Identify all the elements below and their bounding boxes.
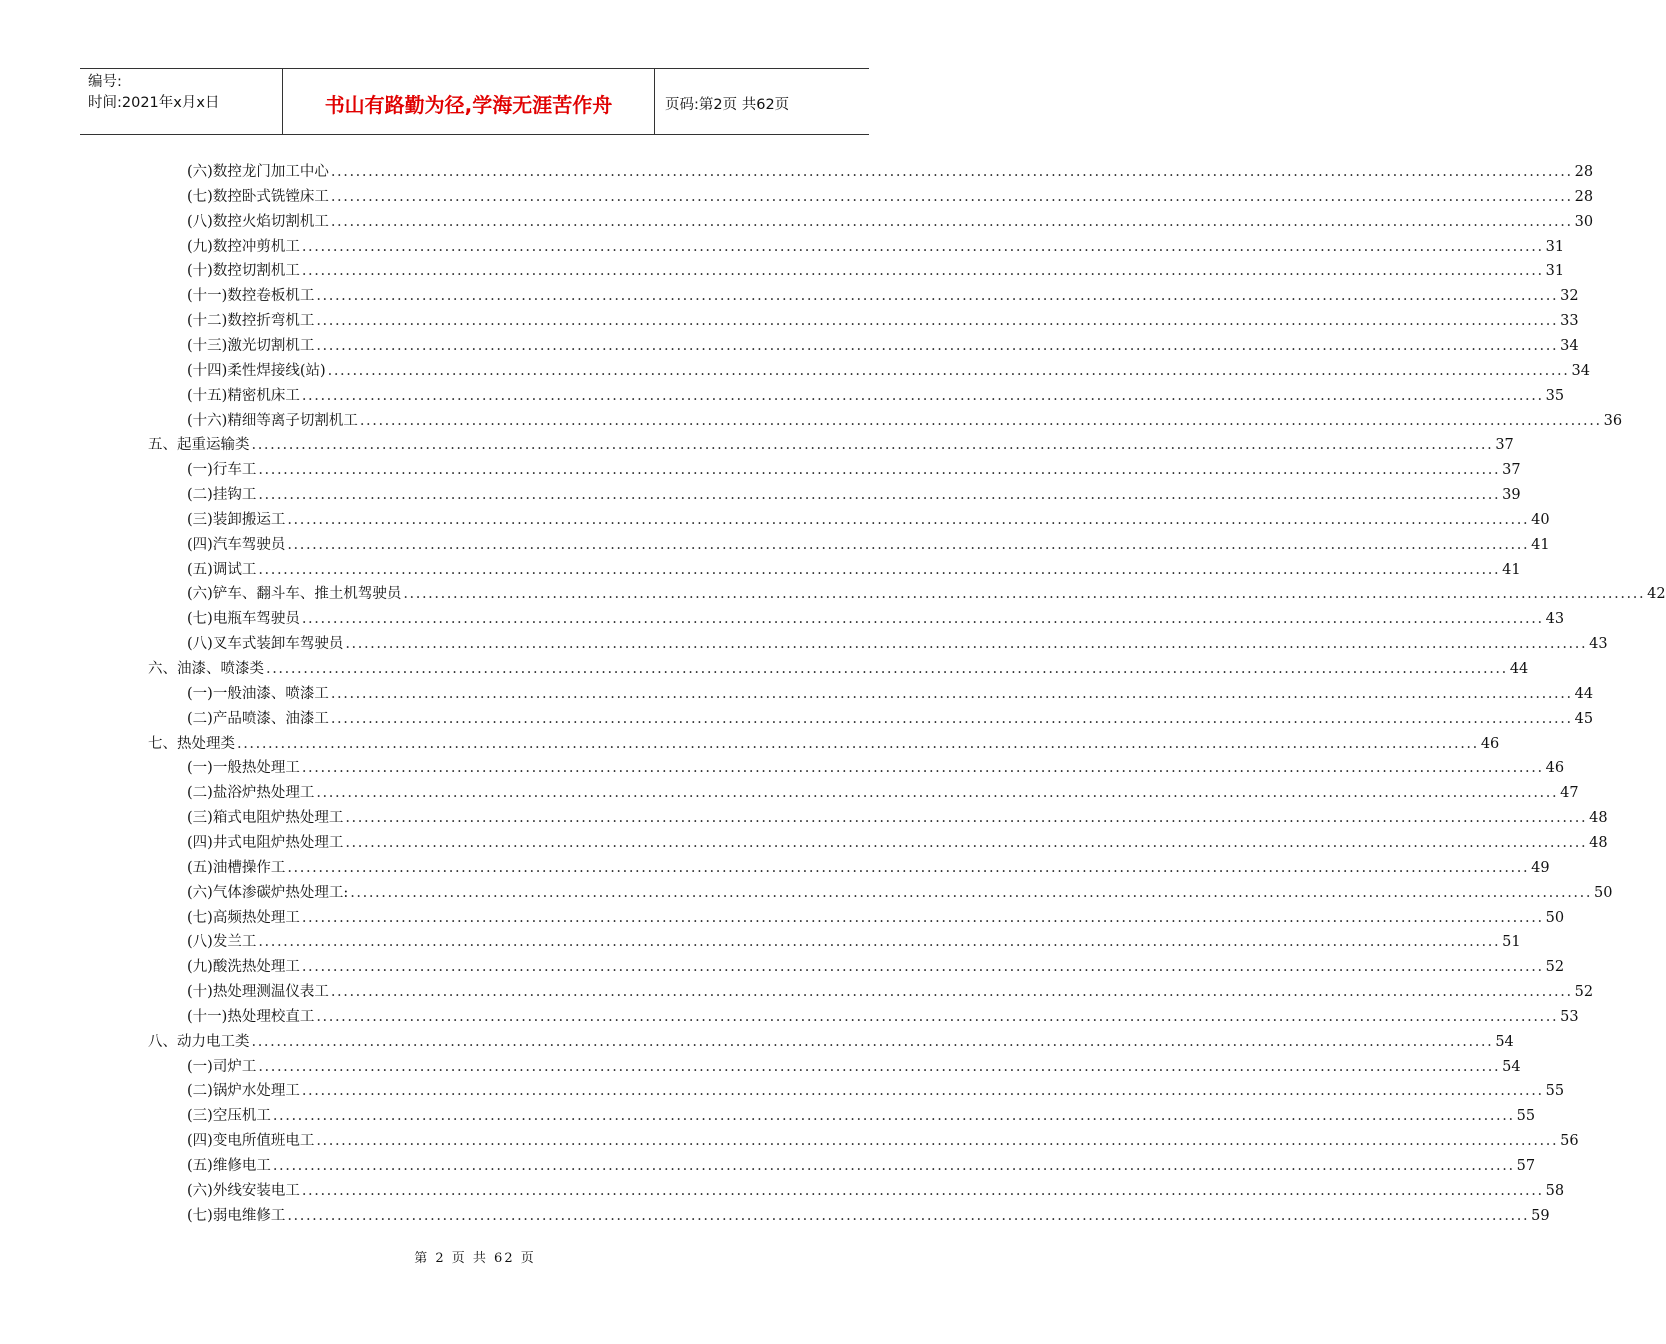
- toc-entry-page-number: 56: [1560, 1133, 1579, 1150]
- toc-entry-label: (十三)激光切割机工: [187, 337, 315, 354]
- toc-entry-label: (十一)热处理校直工: [187, 1008, 315, 1025]
- toc-entry[interactable]: [187, 458, 1521, 482]
- toc-entry-page-number: 31: [1545, 263, 1565, 280]
- toc-entry-label: (二)盐浴炉热处理工: [187, 785, 315, 802]
- toc-dot-leader: ........................................................................................................................................................................................................: [258, 934, 1501, 951]
- toc-entry-page-number: 37: [1502, 462, 1521, 479]
- toc-entry-label: (一)一般油漆、喷漆工: [187, 685, 329, 702]
- document-date-label: 时间:2021年x月x日: [88, 95, 220, 111]
- toc-entry[interactable]: [187, 781, 1579, 805]
- toc-entry-label: (一)行车工: [187, 462, 257, 479]
- toc-entry-label: (一)司炉工: [187, 1058, 257, 1075]
- toc-entry-page-number: 53: [1560, 1008, 1579, 1025]
- toc-entry[interactable]: [187, 1204, 1550, 1228]
- toc-dot-leader: ........................................................................................................................................................................................................: [301, 1182, 1544, 1199]
- toc-entry[interactable]: [187, 558, 1521, 582]
- toc-entry-page-number: 42: [1647, 586, 1666, 603]
- toc-entry-page-number: 49: [1531, 859, 1550, 876]
- toc-entry-page-number: 44: [1509, 661, 1529, 677]
- toc-dot-leader: ........................................................................................................................................................................................................: [258, 561, 1501, 578]
- toc-dot-leader: ........................................................................................................................................................................................................: [301, 238, 1544, 255]
- toc-entry-label: (六)外线安装电工: [187, 1182, 300, 1199]
- toc-entry-label: 八、动力电工类: [148, 1033, 250, 1050]
- toc-entry-page-number: 31: [1545, 238, 1565, 255]
- toc-entry-label: (五)调试工: [187, 561, 257, 578]
- toc-entry[interactable]: [187, 856, 1550, 880]
- toc-dot-leader: ........................................................................................................................................................................................................: [330, 164, 1573, 180]
- toc-entry[interactable]: [187, 1179, 1565, 1203]
- toc-entry-page-number: 33: [1560, 313, 1579, 330]
- toc-dot-leader: ........................................................................................................................................................................................................: [258, 462, 1501, 479]
- toc-entry[interactable]: [187, 533, 1550, 557]
- toc-dot-leader: ........................................................................................................................................................................................................: [316, 288, 1559, 305]
- toc-entry-page-number: 41: [1502, 561, 1521, 578]
- toc-entry-page-number: 43: [1589, 636, 1608, 653]
- toc-dot-leader: ........................................................................................................................................................................................................: [330, 213, 1573, 230]
- toc-dot-leader: ........................................................................................................................................................................................................: [258, 1058, 1501, 1075]
- toc-dot-leader: ........................................................................................................................................................................................................: [258, 487, 1501, 504]
- toc-entry-label: (一)一般热处理工: [187, 760, 300, 777]
- toc-entry-page-number: 54: [1502, 1058, 1521, 1075]
- toc-dot-leader: ........................................................................................................................................................................................................: [251, 437, 1494, 454]
- toc-entry-label: (三)箱式电阻炉热处理工: [187, 810, 344, 827]
- toc-entry-page-number: 34: [1560, 337, 1579, 354]
- toc-dot-leader: ........................................................................................................................................................................................................: [359, 412, 1602, 429]
- toc-dot-leader: ........................................................................................................................................................................................................: [316, 313, 1559, 330]
- document-number-label: 编号:: [88, 74, 122, 90]
- toc-entry-page-number: 51: [1502, 934, 1521, 951]
- toc-entry-page-number: 35: [1545, 387, 1565, 404]
- toc-entry-page-number: 46: [1545, 760, 1565, 777]
- toc-entry-page-number: 32: [1560, 288, 1579, 305]
- toc-entry-page-number: 55: [1516, 1108, 1536, 1125]
- toc-entry-label: (八)数控火焰切割机工: [187, 213, 329, 230]
- toc-entry-label: (七)数控卧式铣镗床工: [187, 188, 329, 205]
- toc-entry-label: (四)汽车驾驶员: [187, 536, 286, 553]
- toc-entry[interactable]: [187, 1129, 1579, 1153]
- toc-dot-leader: ........................................................................................................................................................................................................: [301, 760, 1544, 777]
- toc-entry[interactable]: [187, 1104, 1536, 1128]
- toc-dot-leader: ........................................................................................................................................................................................................: [301, 1083, 1544, 1100]
- toc-entry[interactable]: [187, 508, 1550, 532]
- toc-entry[interactable]: [187, 284, 1579, 308]
- toc-entry-page-number: 30: [1574, 213, 1594, 230]
- toc-entry-page-number: 54: [1495, 1033, 1514, 1050]
- toc-dot-leader: ........................................................................................................................................................................................................: [345, 810, 1588, 827]
- header-motto: 书山有路勤为径,学海无涯苦作舟: [282, 69, 655, 134]
- toc-entry-label: 七、热处理类: [148, 735, 235, 752]
- toc-entry-page-number: 28: [1574, 164, 1594, 180]
- toc-dot-leader: ........................................................................................................................................................................................................: [272, 1158, 1515, 1174]
- toc-dot-leader: ........................................................................................................................................................................................................: [330, 710, 1573, 727]
- toc-entry-page-number: 37: [1495, 437, 1514, 454]
- toc-entry[interactable]: [187, 980, 1594, 1004]
- header-info-cell: [80, 69, 282, 134]
- toc-dot-leader: ........................................................................................................................................................................................................: [301, 909, 1544, 926]
- toc-dot-leader: ........................................................................................................................................................................................................: [330, 685, 1573, 702]
- page-footer: 第 2 页 共 62 页: [414, 1251, 536, 1266]
- toc-entry[interactable]: [187, 682, 1594, 706]
- toc-dot-leader: ........................................................................................................................................................................................................: [287, 536, 1530, 553]
- toc-entry-label: (十四)柔性焊接线(站): [187, 362, 326, 379]
- toc-entry[interactable]: [187, 210, 1594, 234]
- toc-entry[interactable]: [148, 657, 1529, 681]
- toc-entry[interactable]: [187, 1079, 1565, 1103]
- toc-entry[interactable]: [148, 1030, 1514, 1054]
- toc-entry[interactable]: [187, 930, 1521, 954]
- toc-entry-page-number: 52: [1545, 959, 1565, 976]
- toc-entry-label: 六、油漆、喷漆类: [148, 661, 264, 677]
- toc-entry[interactable]: [187, 707, 1594, 731]
- toc-entry-label: (八)叉车式装卸车驾驶员: [187, 636, 344, 653]
- toc-dot-leader: ........................................................................................................................................................................................................: [287, 1207, 1530, 1224]
- toc-entry[interactable]: [187, 607, 1565, 631]
- toc-entry-page-number: 44: [1574, 685, 1594, 702]
- toc-dot-leader: ........................................................................................................................................................................................................: [330, 188, 1573, 205]
- toc-entry-page-number: 58: [1545, 1182, 1565, 1199]
- toc-entry-label: (四)井式电阻炉热处理工: [187, 834, 344, 851]
- toc-dot-leader: ........................................................................................................................................................................................................: [345, 636, 1588, 653]
- toc-entry[interactable]: [148, 732, 1500, 756]
- toc-entry[interactable]: [187, 334, 1579, 358]
- toc-dot-leader: ........................................................................................................................................................................................................: [350, 884, 1593, 901]
- toc-entry-label: (四)变电所值班电工: [187, 1133, 315, 1150]
- toc-entry[interactable]: [187, 309, 1579, 333]
- toc-dot-leader: ........................................................................................................................................................................................................: [251, 1033, 1494, 1050]
- toc-entry-page-number: 57: [1516, 1158, 1536, 1174]
- toc-entry-page-number: 47: [1560, 785, 1579, 802]
- toc-entry-label: (九)数控冲剪机工: [187, 238, 300, 255]
- toc-dot-leader: ........................................................................................................................................................................................................: [301, 387, 1544, 404]
- toc-dot-leader: ........................................................................................................................................................................................................: [287, 859, 1530, 876]
- toc-entry-page-number: 43: [1545, 611, 1565, 628]
- toc-entry[interactable]: [187, 881, 1613, 905]
- toc-entry-label: (十)热处理测温仪表工: [187, 984, 329, 1001]
- toc-entry-page-number: 55: [1545, 1083, 1565, 1100]
- toc-entry-page-number: 41: [1531, 536, 1550, 553]
- toc-dot-leader: ........................................................................................................................................................................................................: [266, 661, 1508, 677]
- toc-entry-page-number: 46: [1480, 735, 1500, 752]
- toc-entry-page-number: 39: [1502, 487, 1521, 504]
- toc-entry[interactable]: [187, 1154, 1536, 1178]
- toc-dot-leader: ........................................................................................................................................................................................................: [403, 586, 1646, 603]
- toc-entry[interactable]: [187, 906, 1565, 930]
- toc-entry[interactable]: [187, 632, 1608, 656]
- toc-entry-label: (六)气体渗碳炉热处理工:: [187, 884, 349, 901]
- toc-entry-label: (三)空压机工: [187, 1108, 271, 1125]
- toc-entry-page-number: 28: [1574, 188, 1594, 205]
- page-header: [80, 68, 869, 135]
- toc-dot-leader: ........................................................................................................................................................................................................: [316, 785, 1559, 802]
- toc-entry-label: (八)发兰工: [187, 934, 257, 951]
- toc-entry-page-number: 48: [1589, 834, 1608, 851]
- toc-dot-leader: ........................................................................................................................................................................................................: [301, 611, 1544, 628]
- toc-entry-label: (二)产品喷漆、油漆工: [187, 710, 329, 727]
- toc-entry-label: (十)数控切割机工: [187, 263, 300, 280]
- toc-entry-label: (七)高频热处理工: [187, 909, 300, 926]
- toc-entry-page-number: 36: [1603, 412, 1623, 429]
- toc-entry-label: (七)电瓶车驾驶员: [187, 611, 300, 628]
- toc-dot-leader: ........................................................................................................................................................................................................: [272, 1108, 1515, 1125]
- toc-entry[interactable]: [187, 359, 1590, 383]
- toc-dot-leader: ........................................................................................................................................................................................................: [345, 834, 1588, 851]
- toc-entry[interactable]: [187, 756, 1565, 780]
- toc-entry-label: (十六)精细等离子切割机工: [187, 412, 358, 429]
- toc-entry-label: (六)铲车、翻斗车、推土机驾驶员: [187, 586, 402, 603]
- toc-dot-leader: ........................................................................................................................................................................................................: [287, 511, 1530, 528]
- header-page-label: 页码:第2页 共62页: [665, 97, 790, 113]
- toc-entry-page-number: 50: [1545, 909, 1565, 926]
- toc-entry[interactable]: [187, 831, 1608, 855]
- toc-entry-label: 五、起重运输类: [148, 437, 250, 454]
- toc-entry[interactable]: [187, 806, 1608, 830]
- toc-entry-label: (十五)精密机床工: [187, 387, 300, 404]
- toc-entry-label: (十一)数控卷板机工: [187, 288, 315, 305]
- toc-dot-leader: ........................................................................................................................................................................................................: [301, 263, 1544, 280]
- toc-entry-label: (三)装卸搬运工: [187, 511, 286, 528]
- toc-dot-leader: ........................................................................................................................................................................................................: [301, 959, 1544, 976]
- toc-entry-label: (十二)数控折弯机工: [187, 313, 315, 330]
- toc-entry[interactable]: [187, 955, 1565, 979]
- toc-entry-label: (五)油槽操作工: [187, 859, 286, 876]
- toc-entry[interactable]: [148, 433, 1514, 457]
- toc-entry[interactable]: [187, 235, 1565, 259]
- toc-entry-page-number: 50: [1594, 884, 1613, 901]
- toc-entry-label: (九)酸洗热处理工: [187, 959, 300, 976]
- toc-entry-label: (二)锅炉水处理工: [187, 1083, 300, 1100]
- toc-entry-page-number: 59: [1531, 1207, 1550, 1224]
- toc-entry[interactable]: [187, 185, 1594, 209]
- toc-entry[interactable]: [187, 1005, 1579, 1029]
- toc-entry[interactable]: [187, 1055, 1521, 1079]
- toc-entry-page-number: 52: [1574, 984, 1594, 1001]
- toc-entry-label: (七)弱电维修工: [187, 1207, 286, 1224]
- toc-dot-leader: ........................................................................................................................................................................................................: [316, 337, 1559, 354]
- toc-entry-page-number: 45: [1574, 710, 1594, 727]
- toc-dot-leader: ........................................................................................................................................................................................................: [316, 1133, 1559, 1150]
- toc-entry-label: (五)维修电工: [187, 1158, 271, 1174]
- toc-dot-leader: ........................................................................................................................................................................................................: [327, 362, 1570, 379]
- toc-entry[interactable]: [187, 483, 1521, 507]
- toc-dot-leader: ........................................................................................................................................................................................................: [237, 735, 1479, 752]
- toc-entry-page-number: 48: [1589, 810, 1608, 827]
- toc-entry[interactable]: [187, 409, 1623, 433]
- toc-entry-page-number: 34: [1571, 362, 1590, 379]
- toc-entry[interactable]: [187, 160, 1594, 184]
- toc-entry-page-number: 40: [1531, 511, 1550, 528]
- toc-entry-label: (六)数控龙门加工中心: [187, 164, 329, 180]
- toc-entry[interactable]: [187, 582, 1666, 606]
- toc-entry-label: (二)挂钩工: [187, 487, 257, 504]
- toc-entry[interactable]: [187, 384, 1565, 408]
- toc-dot-leader: ........................................................................................................................................................................................................: [330, 984, 1573, 1001]
- toc-entry[interactable]: [187, 259, 1565, 283]
- toc-dot-leader: ........................................................................................................................................................................................................: [316, 1008, 1559, 1025]
